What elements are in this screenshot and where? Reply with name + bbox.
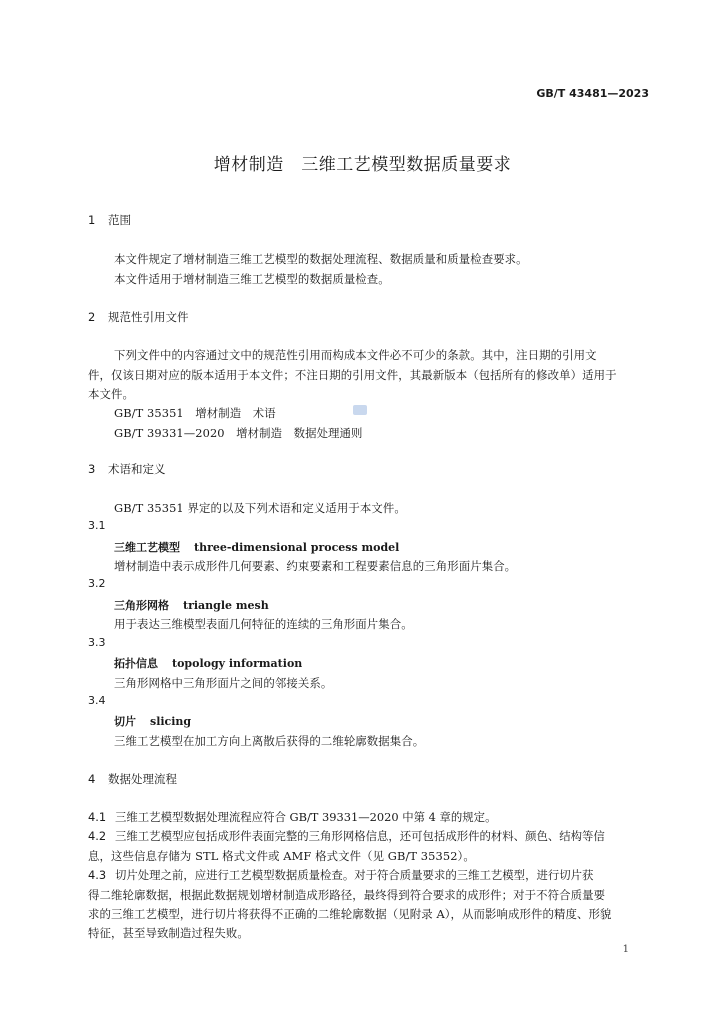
section-title: 数据处理流程 — [108, 772, 177, 786]
clause-4-2 — [88, 828, 605, 844]
term-definition: 增材制造中表示成形件几何要素、约束要素和工程要素信息的三角形面片集合。 — [114, 559, 517, 573]
section-title: 规范性引用文件 — [108, 310, 189, 324]
term-definition: 三角形网格中三角形面片之间的邻接关系。 — [114, 676, 333, 690]
section-3-heading — [88, 461, 166, 477]
section-4-heading — [88, 771, 177, 787]
normative-text-line-3: 本文件。 — [88, 387, 134, 401]
clause-text-continued: 求的三维工艺模型，进行切片将获得不正确的二维轮廓数据（见附录 A），从而影响成形件的精度、形貌 — [88, 907, 612, 921]
term-heading — [114, 539, 399, 555]
clause-text-continued: 特征，甚至导致制造过程失败。 — [88, 926, 249, 940]
section-number: 1 — [88, 213, 96, 227]
term-number: 3.1 — [88, 519, 106, 532]
standard-number: GB/T 43481—2023 — [536, 87, 649, 100]
clause-number: 4.1 — [88, 810, 107, 824]
section-title: 范围 — [108, 213, 131, 227]
section-2-heading — [88, 309, 189, 325]
clause-text-continued: 息，这些信息存储为 STL 格式文件或 AMF 格式文件（见 GB/T 35352）。 — [88, 849, 475, 863]
term-heading — [114, 597, 269, 613]
clause-text-continued: 得二维轮廓数据，根据此数据规划增材制造成形路径，最终得到符合要求的成形件；对于不符合质量要 — [88, 888, 606, 902]
term-definition: 用于表达三维模型表面几何特征的连续的三角形面片集合。 — [114, 617, 413, 631]
term-chinese: 三角形网格 — [114, 599, 169, 612]
normative-text-line-2: 件，仅该日期对应的版本适用于本文件；不注日期的引用文件，其最新版本（包括所有的修改单）适用于 — [88, 368, 617, 382]
term-definition: 三维工艺模型在加工方向上离散后获得的二维轮廓数据集合。 — [114, 734, 425, 748]
reference-item: GB/T 35351 增材制造 术语 — [114, 406, 276, 420]
reference-item: GB/T 39331—2020 增材制造 数据处理通则 — [114, 426, 363, 440]
section-number: 2 — [88, 310, 96, 324]
clause-4-3 — [88, 867, 593, 883]
watermark-logo — [353, 405, 367, 415]
clause-text: 切片处理之前，应进行工艺模型数据质量检查。对于符合质量要求的三维工艺模型，进行切片获 — [115, 868, 594, 882]
clause-text: 三维工艺模型应包括成形件表面完整的三角形网格信息，还可包括成形件的材料、颜色、结构等信 — [115, 829, 605, 843]
term-heading — [114, 713, 191, 729]
section-number: 4 — [88, 772, 96, 786]
scope-paragraph-2: 本文件适用于增材制造三维工艺模型的数据质量检查。 — [114, 272, 390, 286]
term-english: triangle mesh — [183, 599, 269, 612]
term-english: topology information — [172, 657, 303, 670]
clause-number: 4.3 — [88, 868, 107, 882]
section-title: 术语和定义 — [108, 462, 166, 476]
normative-text-line-1: 下列文件中的内容通过文中的规范性引用而构成本文件必不可少的条款。其中，注日期的引用文 — [114, 348, 597, 362]
document-title: 增材制造 三维工艺模型数据质量要求 — [213, 155, 512, 175]
clause-number: 4.2 — [88, 829, 107, 843]
term-number: 3.3 — [88, 636, 106, 649]
terms-intro: GB/T 35351 界定的以及下列术语和定义适用于本文件。 — [114, 501, 406, 515]
term-number: 3.4 — [88, 694, 106, 707]
clause-4-1 — [88, 809, 496, 825]
scope-paragraph-1: 本文件规定了增材制造三维工艺模型的数据处理流程、数据质量和质量检查要求。 — [114, 252, 528, 266]
term-heading — [114, 655, 302, 671]
term-english: three-dimensional process model — [194, 541, 400, 554]
term-chinese: 拓扑信息 — [114, 657, 158, 670]
term-chinese: 切片 — [114, 715, 136, 728]
page-number: 1 — [622, 944, 629, 955]
term-chinese: 三维工艺模型 — [114, 541, 180, 554]
section-1-heading — [88, 212, 131, 228]
section-number: 3 — [88, 462, 96, 476]
clause-text: 三维工艺模型数据处理流程应符合 GB/T 39331—2020 中第 4 章的规定。 — [115, 810, 497, 824]
term-english: slicing — [150, 715, 192, 728]
term-number: 3.2 — [88, 577, 106, 590]
